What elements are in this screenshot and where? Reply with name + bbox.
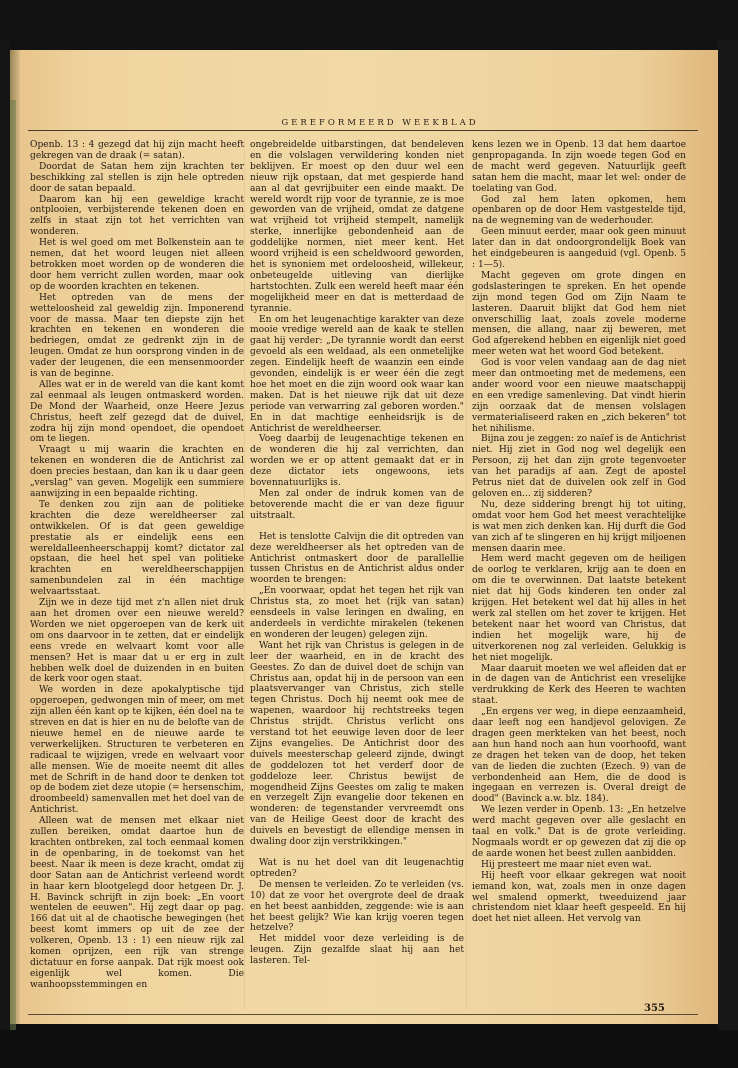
gutter-stripe xyxy=(10,100,16,1030)
scan-border-right xyxy=(718,40,738,1030)
paragraph: kens lezen we in Openb. 13 dat hem daartoe genpropaganda. In zijn woede tegen God en de macht werd gegeven. Natuurlijk geeft satan hem die macht, maar let wel: onder de toelating van God. xyxy=(472,140,686,194)
paragraph: Te denken zou zijn aan de politieke krachten die deze wereldheerser zal ontwikkelen. Of is dat geen geweldige prestatie als er eindelijk eens een wereldalleenheerschappij komt? dictator zal opstaan, die heel het spel van politieke krachten en wereldheerschappijen samenbundelen zal in één machtige welvaartsstaat. xyxy=(30,499,244,598)
paragraph: Wat is nu het doel van dit leugenachtig optreden? xyxy=(250,858,464,879)
paragraph: Geen minuut eerder, maar ook geen minuut later dan in dat ondoorgrondelijk Boek van het eindgebeuren is aangeduid (vgl. Openb. 5 : 1—5). xyxy=(472,227,686,270)
paragraph: We lezen verder in Openb. 13: „En hetzelve werd macht gegeven over alle geslacht en taal en volk." Dat is de grote verleiding. Nogmaals wordt er op gewezen dat zij die op de aarde wonen het beest zullen aanbidden. xyxy=(472,805,686,859)
paragraph: We worden in deze apokalyptische tijd opgeroepen, gedwongen min of meer, om met zijn allen één kant op te kijken, één doel na te streven en dat is hier en nu de belofte van de nieuwe hemel en de nieuwe aarde te verwerkelijken. Structuren te verbeteren en radicaal te wijzigen, vrede en welvaart voor alle mensen. Wie de moeite neemt dit alles met de Schrift in de hand door te denken tot op de bodem ziet deze utopie (= hersenschim, droombeeld) samenvallen met het doel van de Antichrist. xyxy=(30,685,244,816)
text-column-2 xyxy=(250,140,464,967)
paragraph: Maar daaruit moeten we wel afleiden dat er in de dagen van de Antichrist een vreselijke verdrukking de Kerk des Heeren te wachten staat. xyxy=(472,663,686,707)
paragraph: Alleen wat de mensen met elkaar niet zullen bereiken, omdat daartoe hun de krachten ontbreken, zal toch eenmaal komen in de openbaring, in de toekomst van het beest. Naar ik meen is deze kracht, omdat zij door Satan aan de Antichrist verleend wordt in haar kern blootgelegd door hetgeen Dr. J. H. Bavinck schrijft in zijn boek: „En voort wentelen de eeuwen". Hij zegt daar op pag. 166 dat uit al de chaotische bewegingen (het beest komt immers op uit de zee der volkeren, Openb. 13 : 1) een nieuw rijk zal komen oprijzen, een rijk van strenge dictatuur en forse aanpak. Dat rijk moest ook eigenlijk wel komen. Die wanhoopsstemmingen en xyxy=(30,816,244,990)
paragraph: God is voor velen vandaag aan de dag niet meer dan ontmoeting met de medemens, een ander woord voor een nieuwe maatschappij en een vredige samenleving. Dat vindt hierin zijn oorzaak dat de mensen volslagen vermaterialiseerd raken en „zich bekeren" tot het nihilisme. xyxy=(472,358,686,434)
footer-rule xyxy=(28,1014,698,1015)
paragraph: En om het leugenachtige karakter van deze mooie vredige wereld aan de kaak te stellen gaat hij verder: „De tyrannie wordt dan eerst gevoeld als een weldaad, als een onmetelijke zegen. Eindelijk heeft de waanzin een einde gevonden, eindelijk is er weer één die zegt hoe het moet en die zijn woord ook waar kan maken. Dat is het nieuwe rijk dat uit deze periode van verwarring zal geboren worden." En in dat machtige eenheidsrijk is de Antichrist de wereldheerser. xyxy=(250,314,464,434)
paragraph: Vraagt u mij waarin die krachten en tekenen en wonderen die de Antichrist zal doen precies bestaan, dan kan ik u daar geen „verslag" van geven. Mogelijk een summiere aanwijzing in een bepaalde richting. xyxy=(30,445,244,499)
scan-border-left xyxy=(0,40,10,1030)
scan-border-top xyxy=(0,0,738,50)
paragraph: Hem werd macht gegeven om de heiligen de oorlog te verklaren, krijg aan te doen en om die te overwinnen. Dat laatste betekent niet dat hij Gods kinderen ten onder zal krijgen. Het betekent wel dat hij alles in het werk zal stellen om het zover te krijgen. Het betekent naar het woord van Christus, dat indien het mogelijk ware, hij de uitverkorenen nog zal verleiden. Gelukkig is het niet mogelijk. xyxy=(472,554,686,663)
text-column-1 xyxy=(30,140,244,991)
quote-paragraph: „En voorwaar, opdat het tegen het rijk van Christus sta, zo moet het (rijk van satan) eensdeels in valse leringen en dwaling, en anderdeels in verdichte mirakelen (tekenen en wonderen der leugen) gelegen zijn. xyxy=(250,586,464,640)
paragraph: Doordat de Satan hem zijn krachten ter beschikking zal stellen is zijn hele optreden door de satan bepaald. xyxy=(30,161,244,194)
paragraph: Bijna zou je zeggen: zo naïef is de Antichrist niet. Hij ziet in God nog wel degelijk een Persoon, zij het dan zijn grote tegenvoeter van het paradijs af aan. Zegt de apostel Petrus niet dat de duivelen ook zelf in God geloven en... zij sidderen? xyxy=(472,434,686,499)
paragraph: Men zal onder de indruk komen van de betoverende macht die er van deze figuur uitstraalt. xyxy=(250,489,464,521)
quote-paragraph: „En ergens ver weg, in diepe eenzaamheid, daar leeft nog een handjevol gelovigen. Ze dragen geen merkteken van het beest, noch aan hun hand noch aan hun voorhoofd, want ze dragen het teken van de doop, het teken van de lieden die zuchten (Ezech. 9) van de verbondenheid aan Hem, die de dood is ingegaan en verrezen is. Overal dreigt de dood" (Bavinck a.w. blz. 184). xyxy=(472,707,686,805)
paragraph: Hij presteert me maar niet even wat. xyxy=(481,859,652,870)
paragraph: Zijn we in deze tijd met z'n allen niet druk aan het dromen over een nieuwe wereld? Worden we niet opgeroepen van de kerk uit om ons daarvoor in te zetten, dat er eindelijk eens vrede en welvaart komt voor alle mensen? Het is maar dat u er erg in zult hebben welk doel de duizenden in en buiten de kerk voor ogen staat. xyxy=(30,598,244,685)
paragraph: ongebreidelde uitbarstingen, dat bendeleven en die volslagen verwildering konden niet beklijven. Er moest op den duur wel een nieuw rijk opstaan, dat met gespierde hand aan al dat gevrijbuiter een einde maakt. De wereld wordt rijp voor de tyrannie, ze is moe geworden van de vrijheid, omdat ze datgene wat vrijheid tot vrijheid stempelt, namelijk sterke, innerlijke gebondenheid aan de goddelijke normen, niet meer kent. Het woord vrijheid is een scheldwoord geworden, het is synoniem met ordeloosheid, willekeur, onbeteugelde uitleving van dierlijke hartstochten. Zulk een wereld heeft maar één mogelijkheid meer en dat is metterdaad de tyrannie. xyxy=(250,140,464,314)
paragraph: Hij heeft voor elkaar gekregen wat nooit iemand kon, wat, zoals men in onze dagen wel smalend opmerkt, tweeduizend jaar christendom niet klaar heeft gespeeld. En hij doet het niet alleen. Het vervolg van xyxy=(472,870,686,925)
paragraph: Daarom kan hij een geweldige kracht ontplooien, verbijsterende tekenen doen en zelfs in staat zijn tot het verrichten van wonderen. xyxy=(30,194,244,238)
column-divider xyxy=(244,140,245,1010)
header-rule xyxy=(28,130,698,131)
paragraph: Alles wat er in de wereld van die kant komt zal eenmaal als leugen ontmaskerd worden. De Mond der Waarheid, onze Heere Jezus Christus, heeft zelf gezegd dat de duivel, zodra hij zijn mond opendoet, die opendoet om te liegen. xyxy=(30,379,244,445)
running-head: GEREFORMEERD WEEKBLAD xyxy=(281,118,479,128)
paragraph: Macht gegeven om grote dingen en godslasteringen te spreken. En het opende zijn mond tegen God om Zijn Naam te lasteren. Daaruit blijkt dat God hem niet onverschillig laat, zoals zovele moderne mensen, die allang, naar zij beweren, met God afgerekend hebben en eigenlijk niet goed meer weten wat het woord God betekent. xyxy=(472,270,686,358)
page-number: 355 xyxy=(644,1003,665,1014)
paragraph: Het is tenslotte Calvijn die dit optreden van deze wereldheerser als het optreden van de Antichrist ontmaskert door de parallellie tussen Christus en de Antichrist aldus onder woorden te brengen: xyxy=(250,531,464,586)
paragraph: Het middel voor deze verleiding is de leugen. Zijn gezalfde slaat hij aan het lasteren. Tel- xyxy=(250,934,464,967)
paragraph: God zal hem laten opkomen, hem openbaren op de door Hem vastgestelde tijd, na de wegneming van de wederhouder. xyxy=(472,194,686,227)
paragraph: Het is wel goed om met Bolkenstein aan te nemen, dat het woord leugen niet alleen betrokken moet worden op de wonderen die door hem verricht zullen worden, maar ook op de woorden krachten en tekenen. xyxy=(30,238,244,292)
scan-border-bottom xyxy=(0,1024,738,1068)
text-column-3 xyxy=(472,140,686,925)
paragraph: Openb. 13 : 4 gezegd dat hij zijn macht heeft gekregen van de draak (= satan). xyxy=(30,140,244,161)
paragraph: De mensen te verleiden. Zo te verleiden (vs. 10) dat ze voor het overgrote deel de draak en het beest aanbidden, zeggende: wie is aan het beest gelijk? Wie kan krijg voeren tegen hetzelve? xyxy=(250,879,464,934)
paragraph: Het optreden van de mens der wetteloosheid zal geweldig zijn. Imponerend voor de massa. Maar ten diepste zijn het krachten en tekenen en wonderen die bedriegen, omdat ze gedrenkt zijn in de leugen. Omdat ze hun oorsprong vinden in de vader der leugenen, die een mensenmoorder is van de beginne. xyxy=(30,292,244,380)
column-divider xyxy=(466,140,467,1010)
paragraph: Nu, deze siddering brengt hij tot uiting, omdat voor hem God het meest verachtelijke is wat men zich denken kan. Hij durft die God van zich af te slingeren en hij krijgt miljoenen mensen daarin mee. xyxy=(472,499,686,554)
quote-paragraph: Want het rijk van Christus is gelegen in de leer der waarheid, en in de kracht des Geestes. Zo dan de duivel doet de schijn van Christus aan, opdat hij in de persoon van een plaatsvervanger van Christus, zich stelle tegen Christus. Doch hij neemt ook mee de wapenen, waardoor hij rechtstreeks tegen Christus strijdt. Christus verlicht ons verstand tot het eeuwige leven door de leer Zijns evangelies. De Antichrist door des duivels meesterschap geleerd zijnde, dwingt de goddelozen tot het verderf door de goddeloze leer. Christus bewijst de mogendheid Zijns Geestes om zalig te maken en verzegelt Zijn evangelie door tekenen en wonderen: de tegenstander vervreemdt ons van de Heilige Geest door de kracht des duivels en bevestigt de ellendige mensen in dwaling door zijn verstrikkingen." xyxy=(250,640,464,848)
paragraph: Voeg daarbij de leugenachtige tekenen en de wonderen die hij zal verrichten, dan worden we er op attent gemaakt dat er in deze dictator iets ongewoons, iets bovennatuurlijks is. xyxy=(250,434,464,489)
